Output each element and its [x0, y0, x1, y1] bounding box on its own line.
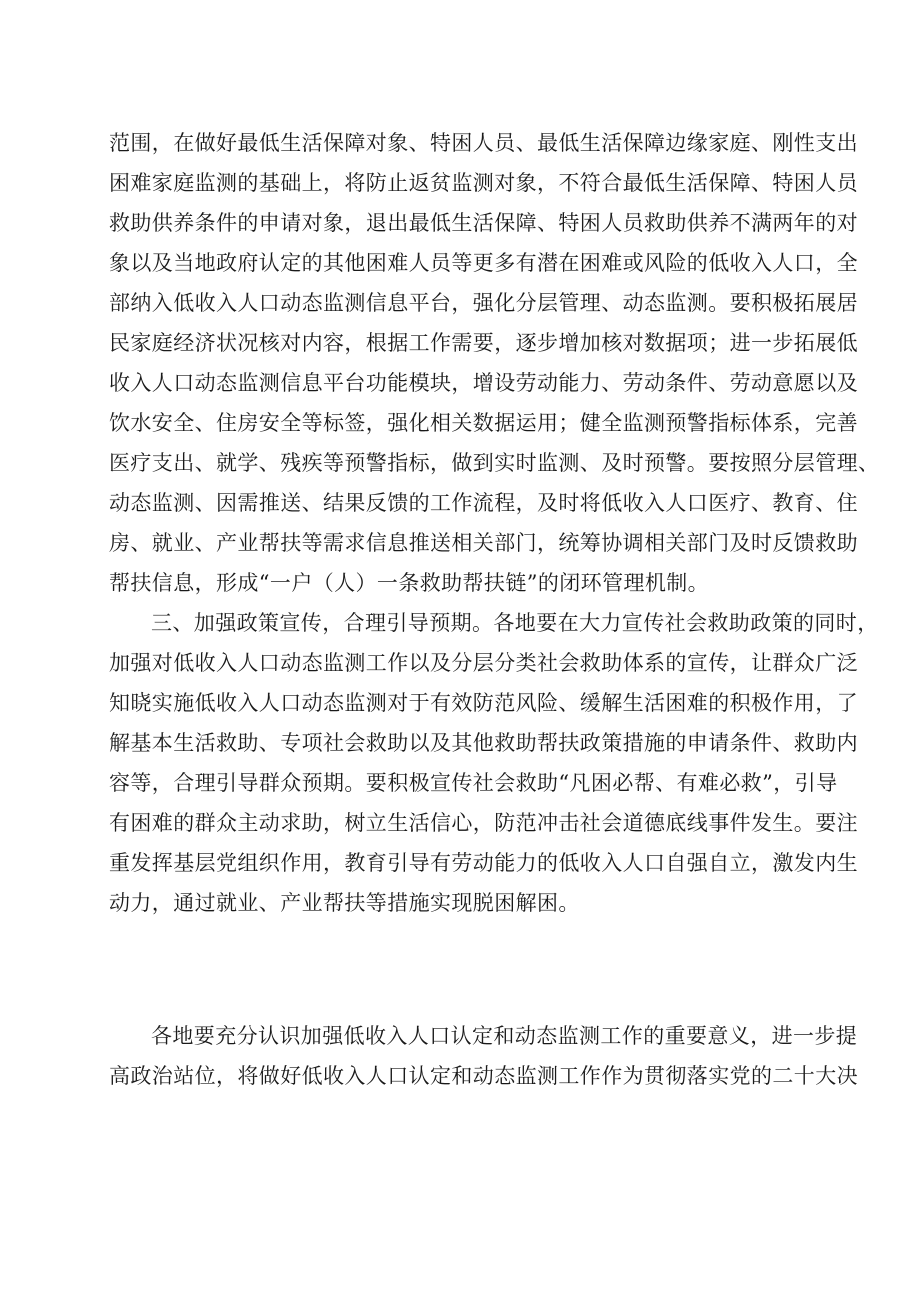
text-line: 动力，通过就业、产业帮扶等措施实现脱困解困。 [109, 891, 580, 915]
text-line: 救助供养条件的申请对象，退出最低生活保障、特困人员救助供养不满两年的对 [109, 211, 858, 235]
text-line: 有困难的群众主动求助，树立生活信心，防范冲击社会道德底线事件发生。要注 [109, 811, 858, 835]
text-line: 知晓实施低收入人口动态监测对于有效防范风险、缓解生活困难的积极作用，了 [109, 691, 858, 715]
text-line: 民家庭经济状况核对内容，根据工作需要，逐步增加核对数据项；进一步拓展低 [109, 331, 858, 355]
text-line: 三、加强政策宣传，合理引导预期。各地要在大力宣传社会救助政策的同时， [151, 611, 879, 635]
text-line: 房、就业、产业帮扶等需求信息推送相关部门，统筹协调相关部门及时反馈救助 [109, 531, 858, 555]
text-line: 解基本生活救助、专项社会救助以及其他救助帮扶政策措施的申请条件、救助内 [109, 731, 858, 755]
text-line: 重发挥基层党组织作用，教育引导有劳动能力的低收入人口自强自立，激发内生 [109, 851, 858, 875]
text-line: 容等，合理引导群众预期。要积极宣传社会救助“凡困必帮、有难必救”，引导 [109, 771, 838, 795]
text-line: 帮扶信息，形成“一户（人）一条救助帮扶链”的闭环管理机制。 [109, 571, 710, 595]
text-line: 范围，在做好最低生活保障对象、特困人员、最低生活保障边缘家庭、刚性支出 [109, 131, 858, 155]
text-line: 困难家庭监测的基础上，将防止返贫监测对象，不符合最低生活保障、特困人员 [109, 171, 858, 195]
text-line: 部纳入低收入人口动态监测信息平台，强化分层管理、动态监测。要积极拓展居 [109, 291, 858, 315]
text-line: 高政治站位，将做好低收入人口认定和动态监测工作作为贯彻落实党的二十大决 [109, 1064, 858, 1088]
text-line: 各地要充分认识加强低收入人口认定和动态监测工作的重要意义，进一步提 [151, 1024, 858, 1048]
text-line: 医疗支出、就学、残疾等预警指标，做到实时监测、及时预警。要按照分层管理、 [109, 451, 880, 475]
text-line: 加强对低收入人口动态监测工作以及分层分类社会救助体系的宣传，让群众广泛 [109, 651, 858, 675]
text-line: 动态监测、因需推送、结果反馈的工作流程，及时将低收入人口医疗、教育、住 [109, 491, 858, 515]
text-line: 象以及当地政府认定的其他困难人员等更多有潜在困难或风险的低收入人口，全 [109, 251, 858, 275]
text-line: 收入人口动态监测信息平台功能模块，增设劳动能力、劳动条件、劳动意愿以及 [109, 371, 858, 395]
text-line: 饮水安全、住房安全等标签，强化相关数据运用；健全监测预警指标体系，完善 [109, 411, 858, 435]
